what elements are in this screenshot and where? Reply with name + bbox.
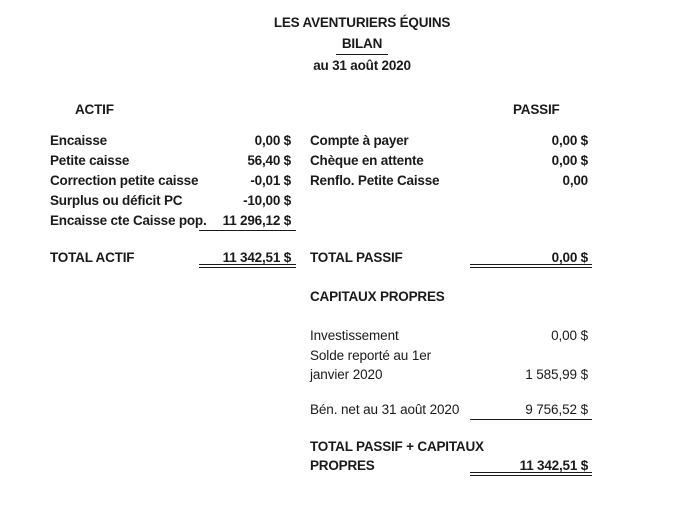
passif-total-value: 0,00 $ — [470, 248, 592, 268]
actif-row-value: 11 296,12 $ — [199, 211, 296, 231]
actif-row-value: 56,40 $ — [247, 153, 291, 168]
capitaux-row-label: Bén. net au 31 août 2020 — [310, 402, 460, 417]
actif-row-value: 0,00 $ — [254, 133, 291, 148]
document-type-line — [42, 33, 682, 55]
passif-row — [310, 151, 592, 171]
grand-total-value: 11 342,51 $ — [470, 456, 592, 476]
capitaux-row-value: 0,00 $ — [551, 328, 588, 343]
actif-row — [50, 211, 296, 231]
company-name: LES AVENTURIERS ÉQUINS — [273, 15, 451, 30]
actif-row-value: -10,00 $ — [243, 193, 291, 208]
grand-total-label-line2: PROPRES — [310, 458, 375, 473]
title-block — [42, 12, 682, 76]
actif-section-header: ACTIF — [75, 102, 114, 117]
actif-row — [50, 131, 296, 151]
capitaux-row-value — [470, 346, 592, 366]
actif-row-value: -0,01 $ — [250, 173, 291, 188]
capitaux-row-value: 9 756,52 $ — [470, 400, 592, 420]
passif-row-value: 0,00 — [562, 173, 588, 188]
passif-row-label: Compte à payer — [310, 133, 409, 148]
passif-row-value: 0,00 $ — [551, 133, 588, 148]
passif-row — [310, 131, 592, 151]
passif-section-header: PASSIF — [513, 102, 560, 117]
actif-row — [50, 151, 296, 171]
passif-row — [310, 171, 592, 191]
capitaux-row — [310, 365, 592, 385]
capitaux-row-label: Investissement — [310, 328, 399, 343]
actif-row-label: Encaisse cte Caisse pop. — [50, 213, 207, 228]
capitaux-row-label: janvier 2020 — [310, 367, 383, 382]
grand-total-row-line1 — [310, 437, 592, 457]
capitaux-propres-header: CAPITAUX PROPRES — [310, 289, 445, 304]
passif-total-row — [310, 248, 592, 268]
actif-row-label: Petite caisse — [50, 153, 130, 168]
capitaux-row-value: 1 585,99 $ — [525, 367, 588, 382]
capitaux-row-label: Solde reporté au 1er — [310, 348, 432, 363]
passif-total-label: TOTAL PASSIF — [310, 250, 403, 265]
capitaux-row — [310, 400, 592, 420]
capitaux-row — [310, 326, 592, 346]
grand-total-row-line2 — [310, 456, 592, 476]
grand-total-label-line1: TOTAL PASSIF + CAPITAUX — [310, 439, 484, 454]
actif-row — [50, 171, 296, 191]
actif-row-label: Encaisse — [50, 133, 107, 148]
passif-row-value: 0,00 $ — [551, 153, 588, 168]
capitaux-row — [310, 346, 592, 366]
document-type: BILAN — [336, 33, 388, 55]
actif-row-label: Surplus ou déficit PC — [50, 193, 183, 208]
actif-total-value: 11 342,51 $ — [199, 248, 296, 268]
actif-row-label: Correction petite caisse — [50, 173, 199, 188]
actif-total-label: TOTAL ACTIF — [50, 250, 135, 265]
actif-row — [50, 191, 296, 211]
passif-row-label: Chèque en attente — [310, 153, 424, 168]
passif-row-label: Renflo. Petite Caisse — [310, 173, 440, 188]
statement-date: au 31 août 2020 — [313, 58, 411, 73]
actif-total-row — [50, 248, 296, 268]
